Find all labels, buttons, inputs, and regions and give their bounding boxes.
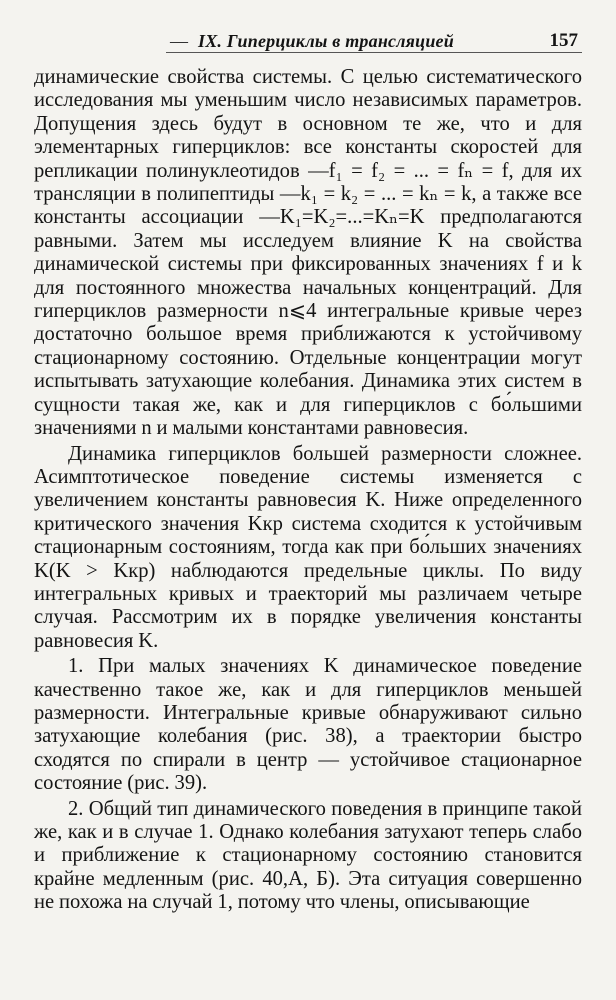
header-dash: — bbox=[170, 31, 188, 51]
paragraph-2: Динамика гиперциклов большей размерности сложнее. Асимптотическое поведение системы изменяется с увеличением константы равновесия K. Ниже определенного критического значения Kкр система сходится к устойчивым стационарным состояниям, тогда как при бо́льших значениях K(K > Kкр) наблюдаются предельные циклы. По виду интегральных кривых и траекторий мы различаем четыре случая. Рассмотрим их в порядке увеличения константы равновесия K. bbox=[34, 442, 582, 652]
running-head bbox=[34, 0, 582, 66]
body-text bbox=[34, 66, 582, 915]
page-number: 157 bbox=[549, 30, 578, 51]
paragraph-4: 2. Общий тип динамического поведения в принципе такой же, как и в случае 1. Однако колебания затухают теперь слабо и приближение к стационарному состоянию становится крайне медленным (рис. 40,A, Б). Эта ситуация совершенно не похожа на случай 1, потому что члены, описывающие bbox=[34, 797, 582, 914]
paragraph-3: 1. При малых значениях K динамическое поведение качественно такое же, как и для гиперциклов меньшей размерности. Интегральные кривые обнаруживают сильно затухающие колебания (рис. 38), а траектории быстро сходятся по спирали в центр — устойчивое стационарное состояние (рис. 39). bbox=[34, 655, 582, 795]
paragraph-1: динамические свойства системы. С целью систематического исследования мы уменьшим число независимых параметров. Допущения здесь будут в основном те же, что и для элементарных гиперциклов: все константы скоростей для репликации полинуклеотидов —f₁ = f₂ = ... = fₙ = f, для их трансляции в полипептиды —k₁ = k₂ = ... = kₙ = k, а также все константы ассоциации —K₁=K₂=...=Kₙ=K предполагаются равными. Затем мы исследуем влияние K на свойства динамической системы при фиксированных значениях f и k для постоянного множества начальных концентраций. Для гиперциклов размерности n⩽4 интегральные кривые через достаточно большое время приближаются к устойчивому стационарному состоянию. Отдельные концентрации могут испытывать затухающие колебания. Динамика этих систем в сущности такая же, как и для гиперциклов с бо́льшими значениями n и малыми константами равновесия. bbox=[34, 66, 582, 440]
header-rule bbox=[166, 52, 582, 53]
chapter-title: IX. Гиперциклы в трансляцией bbox=[198, 31, 454, 51]
